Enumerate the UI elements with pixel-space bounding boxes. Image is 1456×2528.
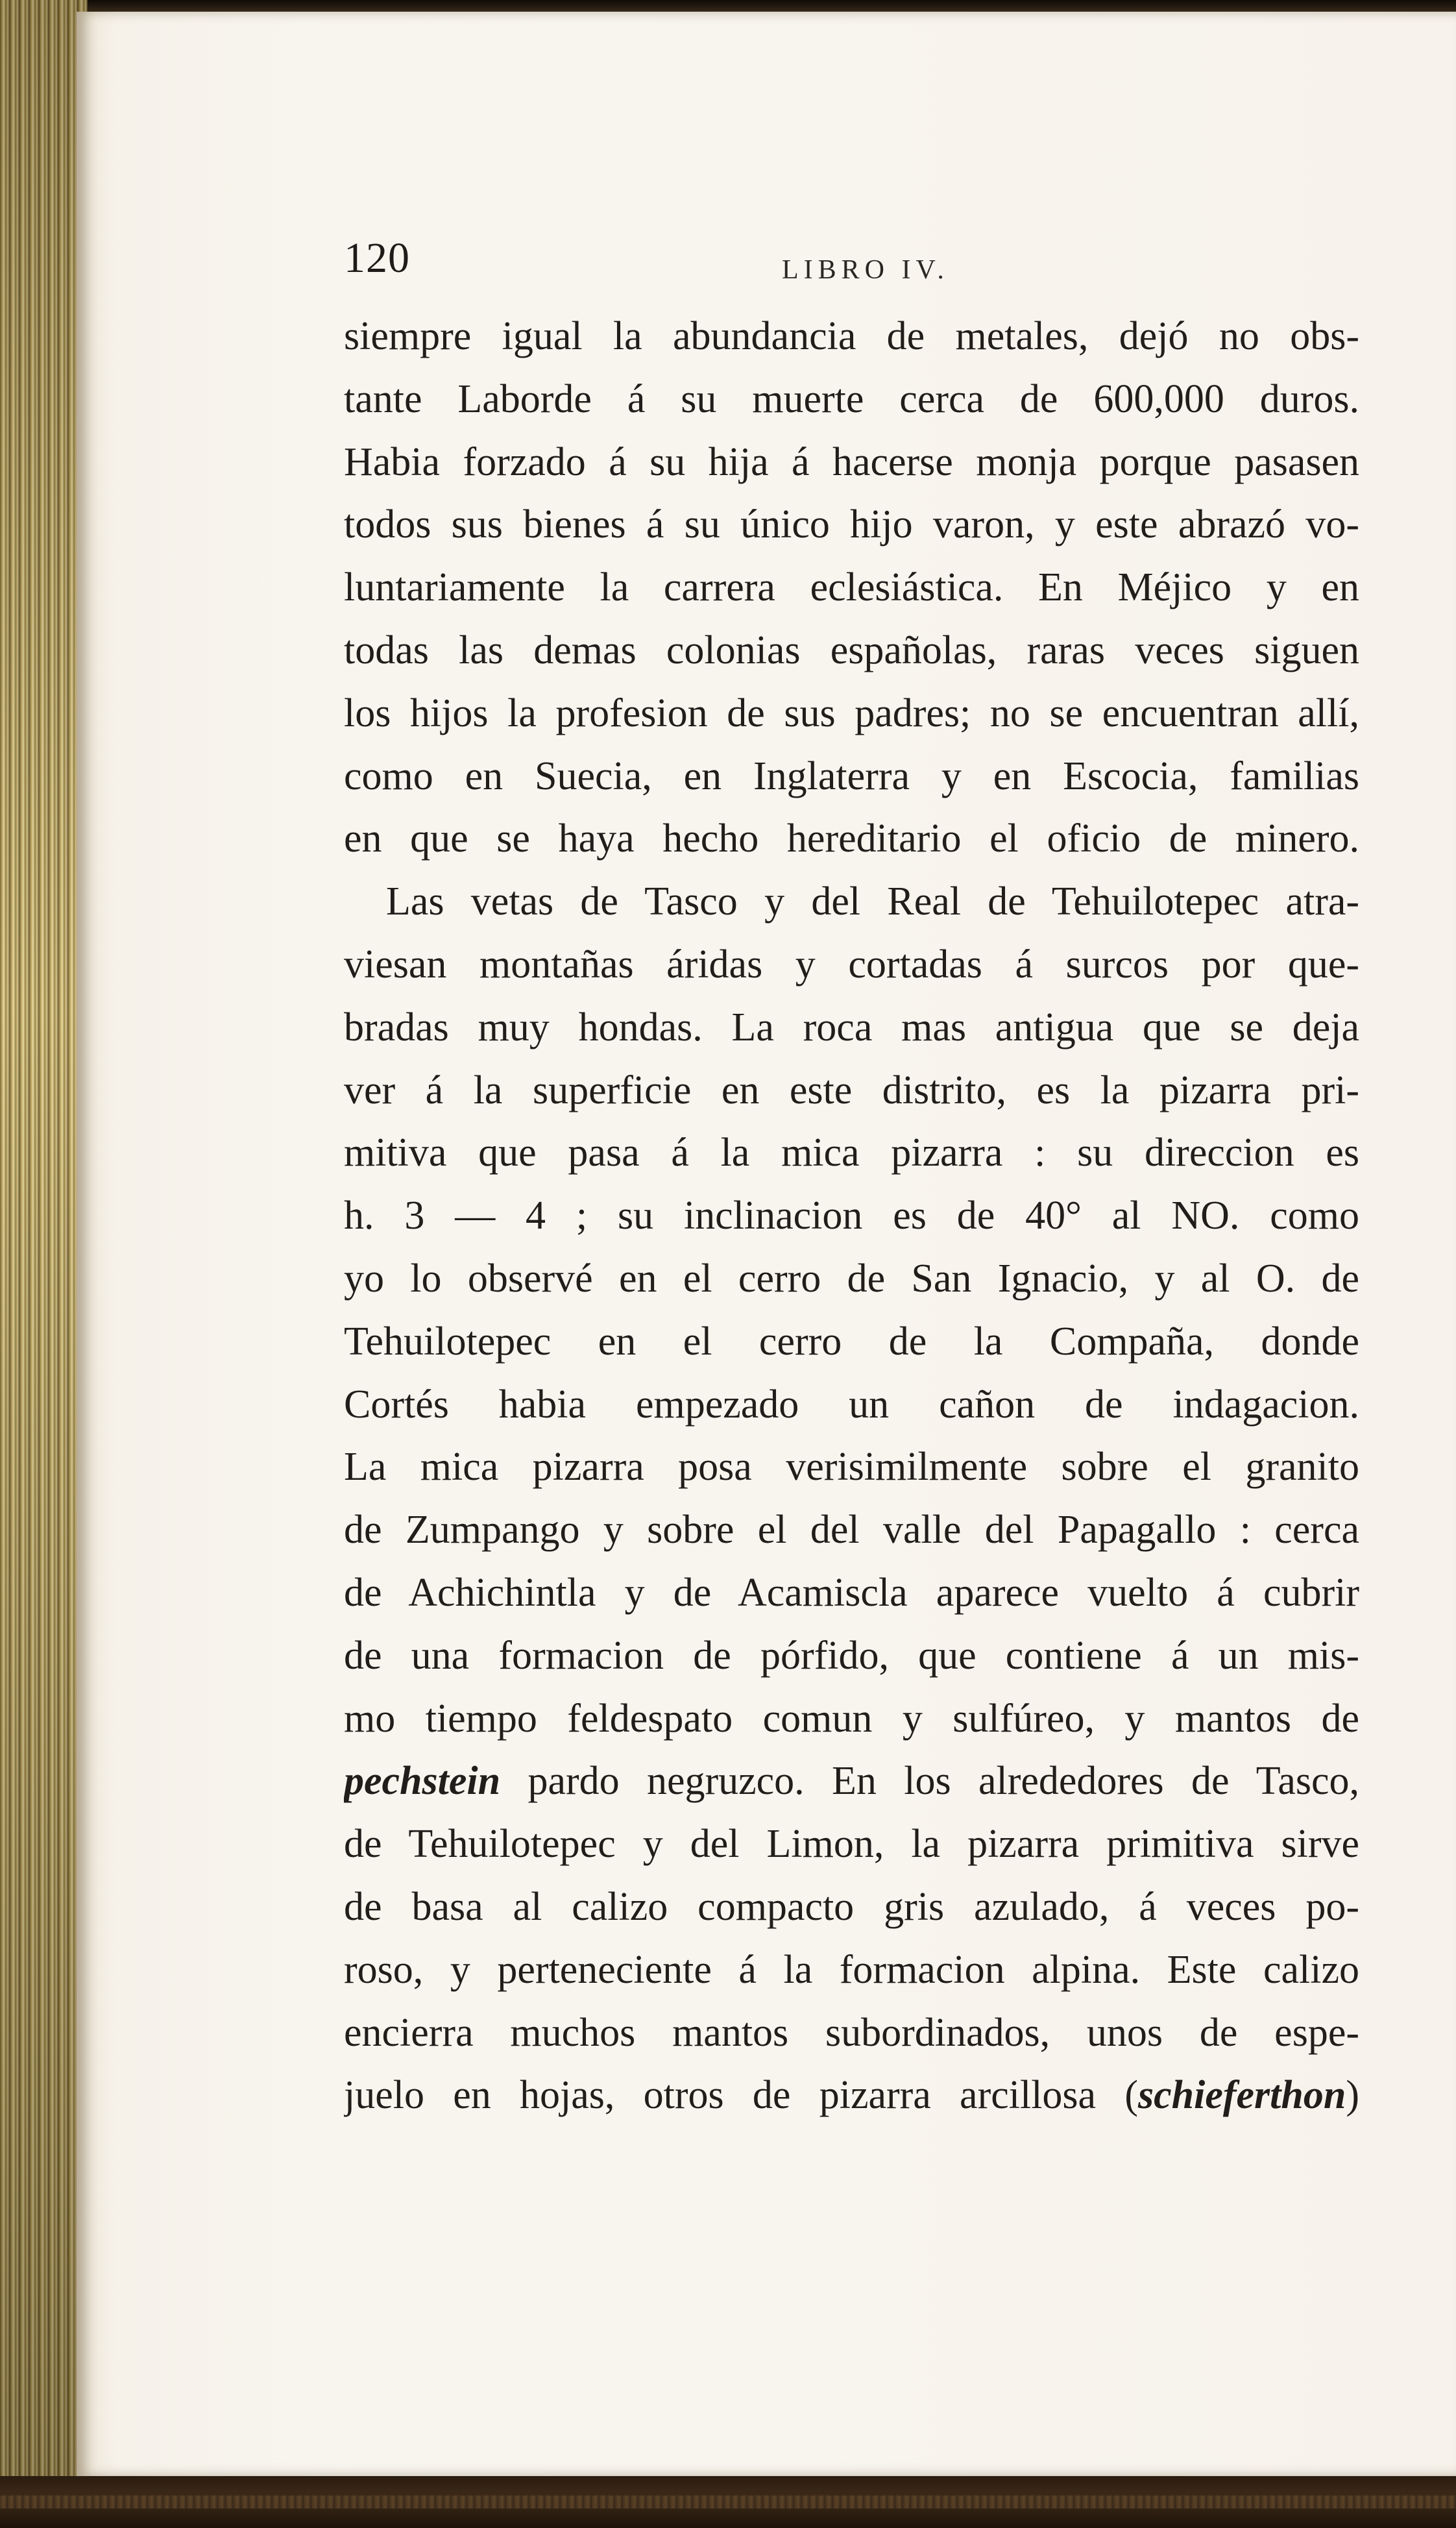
- page-number: 120: [344, 234, 410, 282]
- running-head: LIBRO IV.: [782, 255, 949, 285]
- line-text: los hijos la profesion de sus padres; no se encuentran allí,: [344, 691, 1359, 735]
- text-line: [344, 1436, 1359, 1499]
- line-text: yo lo observé en el cerro de San Ignacio, y al O. de: [344, 1256, 1359, 1301]
- text-line: [344, 1750, 1359, 1813]
- italic-term: pechstein: [344, 1759, 501, 1804]
- line-text: luntariamente la carrera eclesiástica. En Méjico y en: [344, 565, 1359, 610]
- line-text: de Tehuilotepec y del Limon, la pizarra primitiva sirve: [344, 1822, 1359, 1867]
- text-line: [344, 1562, 1359, 1625]
- line-text: todos sus bienes á su único hijo varon, y este abrazó vo-: [344, 502, 1359, 547]
- line-text: Cortés habia empezado un cañon de indagacion.: [344, 1382, 1359, 1427]
- line-text: de Zumpango y sobre el del valle del Papagallo : cerca: [344, 1508, 1359, 1552]
- line-text: Habia forzado á su hija á hacerse monja porque pasasen: [344, 439, 1359, 484]
- line-text: Las vetas de Tasco y del Real de Tehuilotepec atra-: [386, 879, 1359, 924]
- text-line: [344, 933, 1359, 996]
- line-text-pre: juelo en hojas, otros de pizarra arcillosa (: [344, 2073, 1138, 2118]
- line-text: encierra muchos mantos subordinados, unos de espe-: [344, 2010, 1359, 2055]
- line-text: mitiva que pasa á la mica pizarra : su direccion es: [344, 1131, 1359, 1175]
- text-line: [344, 1247, 1359, 1310]
- text-line: [344, 1184, 1359, 1247]
- book-page-edges: [0, 0, 88, 2528]
- text-line: [344, 1059, 1359, 1122]
- text-line: [344, 368, 1359, 431]
- text-line: [344, 305, 1359, 368]
- text-line: [344, 619, 1359, 682]
- text-line: [344, 493, 1359, 556]
- text-line: [344, 745, 1359, 808]
- text-line: [344, 1939, 1359, 2002]
- line-text: de una formacion de pórfido, que contiene á un mis-: [344, 1633, 1359, 1678]
- scan-top-edge: [0, 0, 1456, 13]
- text-line: [344, 1813, 1359, 1876]
- line-text: roso, y perteneciente á la formacion alpina. Este calizo: [344, 1947, 1359, 1992]
- text-line: [344, 1687, 1359, 1750]
- line-text: de Achichintla y de Acamiscla aparece vuelto á cubrir: [344, 1570, 1359, 1615]
- italic-term: schieferthon: [1137, 2073, 1346, 2118]
- line-text-post: ): [1346, 2073, 1359, 2118]
- line-text: en que se haya hecho hereditario el oficio de minero.: [344, 816, 1359, 861]
- line-text: mo tiempo feldespato comun y sulfúreo, y mantos de: [344, 1696, 1359, 1741]
- line-text: todas las demas colonias españolas, raras veces siguen: [344, 628, 1359, 672]
- line-text-post: pardo negruzco. En los alrededores de Tasco,: [500, 1759, 1359, 1804]
- line-text: Tehuilotepec en el cerro de la Compaña, donde: [344, 1319, 1359, 1364]
- line-text: ver á la superficie en este distrito, es la pizarra pri-: [344, 1068, 1359, 1112]
- line-text: bradas muy hondas. La roca mas antigua que se deja: [344, 1005, 1359, 1049]
- text-line: [344, 1876, 1359, 1939]
- text-line: [344, 807, 1359, 870]
- line-text: [344, 2064, 1359, 2127]
- text-line: [344, 431, 1359, 494]
- text-line: [344, 1625, 1359, 1687]
- line-text: de basa al calizo compacto gris azulado, á veces po-: [344, 1884, 1359, 1929]
- body-text: [344, 305, 1359, 2127]
- text-line: [344, 556, 1359, 619]
- line-text: La mica pizarra posa verisimilmente sobre el granito: [344, 1445, 1359, 1490]
- line-text: siempre igual la abundancia de metales, dejó no obs-: [344, 314, 1359, 358]
- text-line: [344, 1499, 1359, 1562]
- text-line: [344, 2064, 1359, 2127]
- text-line: [344, 870, 1359, 933]
- line-text: [344, 1750, 1359, 1813]
- line-text: tante Laborde á su muerte cerca de 600,000 duros.: [344, 376, 1359, 421]
- text-line: [344, 1373, 1359, 1436]
- text-line: [344, 1310, 1359, 1373]
- scan-bottom-edge: [0, 2476, 1456, 2528]
- line-text: como en Suecia, en Inglaterra y en Escocia, familias: [344, 754, 1359, 798]
- text-line: [344, 2002, 1359, 2065]
- line-text: viesan montañas áridas y cortadas á surcos por que-: [344, 942, 1359, 987]
- line-text: h. 3 — 4 ; su inclinacion es de 40° al NO. como: [344, 1194, 1359, 1238]
- text-line: [344, 682, 1359, 745]
- text-line: [344, 996, 1359, 1059]
- text-line: [344, 1122, 1359, 1184]
